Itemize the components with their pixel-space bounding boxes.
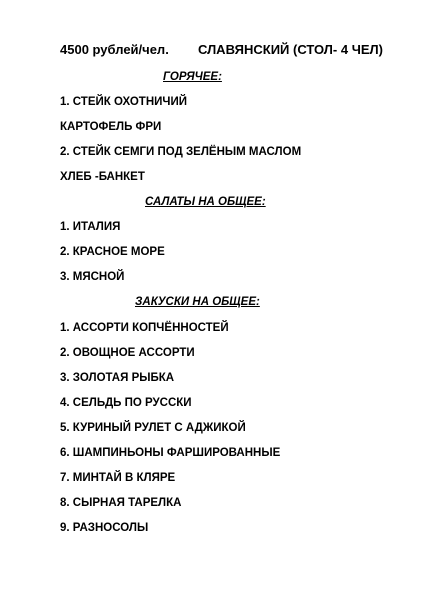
section-title-starters: ЗАКУСКИ НА ОБЩЕЕ: <box>135 296 260 308</box>
menu-item: 8. СЫРНАЯ ТАРЕЛКА <box>60 497 182 509</box>
menu-item: КАРТОФЕЛЬ ФРИ <box>60 121 162 133</box>
menu-item: 4. СЕЛЬДЬ ПО РУССКИ <box>60 397 192 409</box>
menu-item: 5. КУРИНЫЙ РУЛЕТ С АДЖИКОЙ <box>60 422 246 434</box>
menu-item: 6. ШАМПИНЬОНЫ ФАРШИРОВАННЫЕ <box>60 447 281 459</box>
menu-item: 1. АССОРТИ КОПЧЁННОСТЕЙ <box>60 322 229 334</box>
menu-item: 2. ОВОЩНОЕ АССОРТИ <box>60 347 195 359</box>
menu-item: 3. МЯСНОЙ <box>60 271 125 283</box>
menu-item: 7. МИНТАЙ В КЛЯРЕ <box>60 472 176 484</box>
menu-item: 9. РАЗНОСОЛЫ <box>60 522 149 534</box>
menu-item: 3. ЗОЛОТАЯ РЫБКА <box>60 372 175 384</box>
menu-item: 1. СТЕЙК ОХОТНИЧИЙ <box>60 96 188 108</box>
menu-item: 2. СТЕЙК СЕМГИ ПОД ЗЕЛЁНЫМ МАСЛОМ <box>60 146 302 158</box>
menu-price: 4500 рублей/чел. <box>60 42 169 57</box>
menu-item: 1. ИТАЛИЯ <box>60 221 121 233</box>
section-title-salads: САЛАТЫ НА ОБЩЕЕ: <box>145 196 266 208</box>
menu-header <box>60 42 404 57</box>
menu-item: ХЛЕБ -БАНКЕТ <box>60 171 145 183</box>
menu-item: 2. КРАСНОЕ МОРЕ <box>60 246 165 258</box>
section-title-hot: ГОРЯЧЕЕ: <box>163 71 222 83</box>
menu-title: СЛАВЯНСКИЙ (СТОЛ- 4 ЧЕЛ) <box>198 42 383 57</box>
